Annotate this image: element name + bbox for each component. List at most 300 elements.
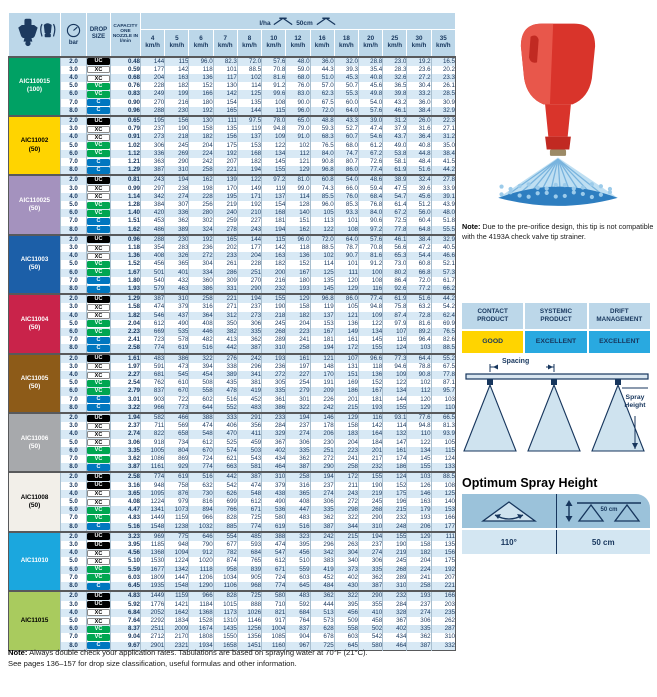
rate-cell: 310 bbox=[262, 344, 286, 353]
rate-cell: 307 bbox=[165, 201, 189, 209]
drop-size-cell bbox=[87, 430, 111, 438]
rate-cell: 118 bbox=[358, 363, 382, 371]
rate-cell: 386 bbox=[165, 354, 189, 363]
speed-header: 16 km/h bbox=[310, 30, 334, 57]
rate-cell: 68.0 bbox=[286, 74, 310, 82]
nozzle-label: AIC11010 bbox=[9, 532, 61, 591]
capacity-cell: 0.79 bbox=[111, 125, 141, 133]
capacity-cell: 4.08 bbox=[111, 498, 141, 506]
rate-row bbox=[9, 166, 456, 175]
pressure-cell: 6.0 bbox=[61, 387, 87, 395]
speed-header: 6 km/h bbox=[189, 30, 213, 57]
rate-cell: 274 bbox=[407, 609, 431, 617]
rate-cell: 228 bbox=[237, 260, 261, 268]
rate-cell: 1530 bbox=[141, 557, 165, 565]
rate-cell: 241 bbox=[334, 455, 358, 463]
rate-cell: 20.2 bbox=[431, 66, 455, 74]
drop-size-badge: XC bbox=[87, 490, 110, 497]
rate-cell: 177 bbox=[141, 66, 165, 74]
rate-cell: 194 bbox=[262, 226, 286, 235]
rate-cell: 591 bbox=[141, 363, 165, 371]
pressure-cell: 3.0 bbox=[61, 244, 87, 252]
rate-cell: 1185 bbox=[141, 541, 165, 549]
drop-size-cell bbox=[87, 90, 111, 98]
rate-cell: 27.1 bbox=[431, 125, 455, 133]
rate-cell: 168 bbox=[262, 209, 286, 217]
rate-cell: 178 bbox=[310, 422, 334, 430]
rate-cell: 593 bbox=[237, 541, 261, 549]
rate-cell: 94.6 bbox=[383, 363, 407, 371]
rate-row bbox=[9, 57, 456, 66]
rate-cell: 289 bbox=[383, 574, 407, 582]
rate-cell: 839 bbox=[237, 566, 261, 574]
rate-cell: 145 bbox=[262, 158, 286, 166]
rate-cell: 49.8 bbox=[358, 90, 382, 98]
drop-size-badge: XC bbox=[87, 550, 110, 557]
rate-cell: 381 bbox=[237, 379, 261, 387]
rate-cell: 54.2 bbox=[431, 303, 455, 311]
drop-size-cell bbox=[87, 387, 111, 395]
drop-size-badge: XC bbox=[87, 253, 110, 260]
rate-cell: 724 bbox=[262, 574, 286, 582]
rate-cell: 273 bbox=[141, 133, 165, 141]
rate-cell: 105 bbox=[431, 439, 455, 447]
rate-cell: 124 bbox=[431, 455, 455, 463]
rate-cell: 145 bbox=[310, 285, 334, 294]
rate-cell: 129 bbox=[286, 294, 310, 303]
rate-cell: 387 bbox=[286, 463, 310, 472]
rate-cell: 2292 bbox=[141, 617, 165, 625]
rate-row bbox=[9, 566, 456, 574]
rate-cell: 137 bbox=[310, 312, 334, 320]
rate-cell: 79.0 bbox=[286, 125, 310, 133]
rate-cell: 1256 bbox=[237, 625, 261, 633]
rate-cell: 1224 bbox=[141, 498, 165, 506]
pressure-cell: 2.0 bbox=[61, 294, 87, 303]
rate-cell: 40.8 bbox=[407, 142, 431, 150]
rate-cell: 446 bbox=[189, 328, 213, 336]
rate-cell: 152 bbox=[286, 260, 310, 268]
rate-cell: 64.0 bbox=[334, 107, 358, 116]
spacing-diagram bbox=[462, 356, 652, 474]
rate-cell: 619 bbox=[262, 523, 286, 532]
capacity-cell: 1.18 bbox=[111, 244, 141, 252]
rate-cell: 153 bbox=[237, 142, 261, 150]
rate-row bbox=[9, 447, 456, 455]
rate-cell: 99.6 bbox=[262, 90, 286, 98]
rate-cell: 502 bbox=[358, 625, 382, 633]
rate-cell: 435 bbox=[213, 379, 237, 387]
footer-line-2: See pages 136–157 for drop size classification, useful formulas and other information. bbox=[8, 658, 297, 668]
rate-cell: 190 bbox=[165, 125, 189, 133]
rate-row bbox=[9, 235, 456, 244]
rate-cell: 32.9 bbox=[431, 235, 455, 244]
rate-cell: 322 bbox=[334, 591, 358, 600]
nozzle-label: AIC110025 (50) bbox=[9, 175, 61, 234]
rate-cell: 434 bbox=[262, 455, 286, 463]
rate-cell: 23.6 bbox=[407, 66, 431, 74]
rate-cell: 968 bbox=[237, 582, 261, 591]
rate-cell: 430 bbox=[334, 582, 358, 591]
rate-cell: 45.3 bbox=[334, 74, 358, 82]
rate-cell: 140 bbox=[286, 209, 310, 217]
rate-cell: 1658 bbox=[213, 642, 237, 651]
nozzle-label: AIC11006 (50) bbox=[9, 413, 61, 472]
rate-cell: 109 bbox=[262, 133, 286, 141]
rate-cell: 1206 bbox=[189, 574, 213, 582]
rate-cell: 322 bbox=[189, 354, 213, 363]
rate-cell: 151 bbox=[334, 371, 358, 379]
rate-cell: 155 bbox=[383, 532, 407, 541]
rate-cell: 46.1 bbox=[383, 107, 407, 116]
note-text: Due to the pre-orifice design, this tip is not compatible with the 4193A check valve tip strainer. bbox=[462, 222, 654, 241]
rate-cell: 27.2 bbox=[407, 74, 431, 82]
drop-size-badge: XC bbox=[87, 134, 110, 141]
rate-cell: 192 bbox=[237, 201, 261, 209]
drop-size-cell bbox=[87, 379, 111, 387]
pressure-cell: 4.0 bbox=[61, 609, 87, 617]
rate-cell: 96.0 bbox=[286, 235, 310, 244]
pressure-cell: 4.0 bbox=[61, 549, 87, 557]
bar-label: bar bbox=[68, 39, 79, 46]
drop-size-cell bbox=[87, 557, 111, 565]
rate-cell: 582 bbox=[141, 413, 165, 422]
rate-cell: 158 bbox=[407, 541, 431, 549]
rate-cell: 158 bbox=[286, 303, 310, 311]
rate-row bbox=[9, 116, 456, 125]
rate-cell: 74.7 bbox=[334, 150, 358, 158]
rate-cell: 59.4 bbox=[358, 185, 382, 193]
rate-cell: 32.0 bbox=[334, 57, 358, 66]
drop-size-cell bbox=[87, 514, 111, 522]
rate-cell: 107 bbox=[383, 328, 407, 336]
speed-header: 18 km/h bbox=[334, 30, 358, 57]
rate-cell: 194 bbox=[237, 166, 261, 175]
rate-cell: 245 bbox=[262, 320, 286, 328]
rate-cell: 105 bbox=[334, 303, 358, 311]
rate-cell: 273 bbox=[237, 312, 261, 320]
rate-cell: 774 bbox=[141, 472, 165, 481]
rate-cell: 122 bbox=[262, 142, 286, 150]
rate-cell: 193 bbox=[358, 404, 382, 413]
rate-cell: 182 bbox=[165, 82, 189, 90]
rate-cell: 120 bbox=[334, 277, 358, 285]
rate-cell: 579 bbox=[141, 285, 165, 294]
rate-cell: 149 bbox=[334, 328, 358, 336]
rate-cell: 39.6 bbox=[407, 185, 431, 193]
rate-cell: 228 bbox=[189, 193, 213, 201]
rate-cell: 194 bbox=[165, 175, 189, 184]
rate-cell: 192 bbox=[213, 150, 237, 158]
drop-size-cell bbox=[87, 303, 111, 311]
rate-cell: 53.8 bbox=[383, 150, 407, 158]
rate-cell: 268 bbox=[383, 566, 407, 574]
rate-cell: 136 bbox=[334, 320, 358, 328]
rate-cell: 1342 bbox=[165, 566, 189, 574]
rate-cell: 272 bbox=[334, 498, 358, 506]
rate-cell: 758 bbox=[165, 482, 189, 490]
drop-size-badge: VC bbox=[87, 150, 110, 157]
rate-cell: 43.9 bbox=[431, 201, 455, 209]
rate-cell: 344 bbox=[334, 523, 358, 532]
rate-cell: 142 bbox=[262, 244, 286, 252]
rate-cell: 316 bbox=[189, 303, 213, 311]
rate-cell: 57.3 bbox=[431, 269, 455, 277]
nozzle-label: AIC11015 bbox=[9, 591, 61, 650]
rate-cell: 2009 bbox=[165, 625, 189, 633]
capacity-cell: 2.79 bbox=[111, 387, 141, 395]
rate-cell: 221 bbox=[213, 166, 237, 175]
rate-cell: 55.3 bbox=[334, 90, 358, 98]
rate-cell: 442 bbox=[213, 472, 237, 481]
rate-cell: 483 bbox=[286, 514, 310, 522]
rate-cell: 209 bbox=[310, 387, 334, 395]
rate-cell: 442 bbox=[213, 344, 237, 353]
rate-cell: 237 bbox=[237, 303, 261, 311]
rate-cell: 298 bbox=[334, 506, 358, 514]
rate-cell: 140 bbox=[431, 498, 455, 506]
pressure-cell: 4.0 bbox=[61, 74, 87, 82]
pressure-cell: 5.0 bbox=[61, 142, 87, 150]
rate-cell: 86.0 bbox=[334, 166, 358, 175]
rate-cell: 88.5 bbox=[237, 66, 261, 74]
rate-cell: 105 bbox=[310, 209, 334, 217]
rate-cell: 182 bbox=[286, 312, 310, 320]
rate-cell: 1005 bbox=[141, 447, 165, 455]
rate-cell: 645 bbox=[286, 582, 310, 591]
rate-cell: 262 bbox=[431, 617, 455, 625]
rate-cell: 168 bbox=[237, 150, 261, 158]
capacity-cell: 5.92 bbox=[111, 601, 141, 609]
rate-cell: 482 bbox=[189, 336, 213, 344]
rate-cell: 64.8 bbox=[407, 226, 431, 235]
rate-cell: 917 bbox=[262, 617, 286, 625]
rate-row bbox=[9, 175, 456, 184]
rate-cell: 389 bbox=[213, 371, 237, 379]
rate-cell: 454 bbox=[189, 371, 213, 379]
rate-cell: 44.2 bbox=[431, 166, 455, 175]
rate-cell: 151 bbox=[286, 217, 310, 225]
rate-row bbox=[9, 523, 456, 532]
capacity-cell: 5.10 bbox=[111, 557, 141, 565]
pressure-cell: 7.0 bbox=[61, 217, 87, 225]
pressure-cell: 8.0 bbox=[61, 523, 87, 532]
rate-cell: 573 bbox=[310, 617, 334, 625]
rate-cell: 646 bbox=[189, 532, 213, 541]
rate-cell: 92.6 bbox=[383, 285, 407, 294]
rate-cell: 197 bbox=[286, 363, 310, 371]
rate-cell: 322 bbox=[334, 514, 358, 522]
drop-size-badge: VC bbox=[87, 261, 110, 268]
rate-cell: 155 bbox=[262, 166, 286, 175]
capacity-cell: 9.67 bbox=[111, 642, 141, 651]
drop-size-badge: VC bbox=[87, 574, 110, 581]
drop-size-badge: UC bbox=[87, 296, 110, 303]
rate-row bbox=[9, 142, 456, 150]
rate-cell: 1290 bbox=[189, 582, 213, 591]
drop-size-cell bbox=[87, 175, 111, 184]
rate-cell: 193 bbox=[407, 514, 431, 522]
rate-cell: 828 bbox=[213, 514, 237, 522]
rate-cell: 16.5 bbox=[431, 57, 455, 66]
rate-cell: 310 bbox=[165, 166, 189, 175]
rate-cell: 678 bbox=[310, 633, 334, 641]
drop-size-badge: VC bbox=[87, 329, 110, 336]
rate-cell: 218 bbox=[262, 312, 286, 320]
rate-cell: 274 bbox=[310, 490, 334, 498]
drop-size-cell bbox=[87, 404, 111, 413]
rate-cell: 51.2 bbox=[407, 201, 431, 209]
rate-cell: 278 bbox=[213, 226, 237, 235]
rate-cell: 43.3 bbox=[334, 116, 358, 125]
drop-size-cell bbox=[87, 82, 111, 90]
rate-cell: 310 bbox=[262, 472, 286, 481]
rate-cell: 362 bbox=[358, 574, 382, 582]
drop-size-cell bbox=[87, 582, 111, 591]
capacity-cell: 1.51 bbox=[111, 217, 141, 225]
rate-cell: 236 bbox=[262, 363, 286, 371]
rate-cell: 64.0 bbox=[334, 235, 358, 244]
rate-cell: 341 bbox=[237, 371, 261, 379]
rate-cell: 272 bbox=[262, 371, 286, 379]
rate-cell: 612 bbox=[262, 557, 286, 565]
rate-cell: 1550 bbox=[213, 633, 237, 641]
rate-cell: 193 bbox=[407, 591, 431, 600]
rate-cell: 765 bbox=[237, 557, 261, 565]
rate-cell: 96.0 bbox=[310, 201, 334, 209]
rate-cell: 310 bbox=[431, 633, 455, 641]
rate-cell: 242 bbox=[237, 354, 261, 363]
rate-cell: 51.6 bbox=[407, 294, 431, 303]
rate-cell: 464 bbox=[262, 463, 286, 472]
rate-cell: 490 bbox=[165, 320, 189, 328]
rate-cell: 363 bbox=[141, 158, 165, 166]
rate-cell: 60.8 bbox=[310, 175, 334, 184]
rate-cell: 386 bbox=[262, 404, 286, 413]
rate-cell: 36.4 bbox=[407, 133, 431, 141]
rate-cell: 967 bbox=[286, 642, 310, 651]
drop-size-badge: UC bbox=[87, 236, 110, 243]
rate-cell: 224 bbox=[407, 566, 431, 574]
rate-cell: 45.6 bbox=[407, 193, 431, 201]
rate-cell: 671 bbox=[237, 506, 261, 514]
rate-cell: 28.5 bbox=[431, 90, 455, 98]
rate-row bbox=[9, 90, 456, 98]
rate-cell: 362 bbox=[310, 591, 334, 600]
rate-cell: 387 bbox=[310, 523, 334, 532]
rate-row bbox=[9, 150, 456, 158]
drop-size-cell bbox=[87, 455, 111, 463]
rate-cell: 237 bbox=[358, 541, 382, 549]
drop-size-cell bbox=[87, 294, 111, 303]
drop-size-cell bbox=[87, 439, 111, 447]
rate-cell: 177 bbox=[431, 523, 455, 532]
rate-cell: 181 bbox=[262, 217, 286, 225]
drop-size-badge: C bbox=[87, 583, 110, 590]
rate-cell: 122 bbox=[407, 439, 431, 447]
capacity-cell: 3.87 bbox=[111, 463, 141, 472]
rate-cell: 227 bbox=[237, 217, 261, 225]
rate-cell: 335 bbox=[407, 625, 431, 633]
rate-cell: 84.0 bbox=[358, 209, 382, 217]
capacity-cell: 1.80 bbox=[111, 277, 141, 285]
rate-row bbox=[9, 74, 456, 82]
rate-cell: 215 bbox=[334, 404, 358, 413]
rate-cell: 192 bbox=[189, 107, 213, 116]
capacity-cell: 6.84 bbox=[111, 609, 141, 617]
rate-cell: 119 bbox=[237, 125, 261, 133]
rate-cell: 56.6 bbox=[383, 244, 407, 252]
rate-cell: 373 bbox=[334, 566, 358, 574]
rate-row bbox=[9, 99, 456, 107]
rate-cell: 109 bbox=[358, 312, 382, 320]
rate-cell: 869 bbox=[165, 455, 189, 463]
drop-size-badge: UC bbox=[87, 415, 110, 422]
pressure-cell: 3.0 bbox=[61, 541, 87, 549]
pressure-cell: 6.0 bbox=[61, 90, 87, 98]
rate-cell: 196 bbox=[383, 498, 407, 506]
rate-cell: 470 bbox=[213, 430, 237, 438]
rate-cell: 65.3 bbox=[383, 252, 407, 260]
rate-cell: 207 bbox=[213, 158, 237, 166]
drop-size-cell bbox=[87, 217, 111, 225]
rate-row bbox=[9, 226, 456, 235]
drop-size-cell bbox=[87, 226, 111, 235]
rate-cell: 120 bbox=[407, 396, 431, 404]
rate-cell: 402 bbox=[334, 574, 358, 582]
capacity-cell: 1.28 bbox=[111, 201, 141, 209]
rate-cell: 54.6 bbox=[358, 133, 382, 141]
pressure-cell: 8.0 bbox=[61, 582, 87, 591]
rate-cell: 48.6 bbox=[358, 175, 382, 184]
rate-cell: 681 bbox=[141, 371, 165, 379]
rate-cell: 876 bbox=[165, 490, 189, 498]
rate-cell: 48.4 bbox=[407, 158, 431, 166]
rate-cell: 38.4 bbox=[431, 150, 455, 158]
rate-cell: 85.5 bbox=[310, 193, 334, 201]
rate-cell: 362 bbox=[407, 633, 431, 641]
rate-cell: 1004 bbox=[262, 625, 286, 633]
rate-cell: 324 bbox=[189, 226, 213, 235]
rate-cell: 463 bbox=[165, 285, 189, 294]
rate-cell: 39.3 bbox=[334, 66, 358, 74]
rate-cell: 75.8 bbox=[383, 303, 407, 311]
rate-cell: 77.4 bbox=[358, 294, 382, 303]
rate-cell: 61.4 bbox=[383, 201, 407, 209]
pressure-column-header bbox=[61, 13, 87, 57]
rate-cell: 464 bbox=[383, 642, 407, 651]
rate-cell: 51.8 bbox=[431, 217, 455, 225]
capacity-cell: 2.74 bbox=[111, 430, 141, 438]
rate-cell: 194 bbox=[310, 472, 334, 481]
rate-cell: 350 bbox=[213, 320, 237, 328]
rate-cell: 38.4 bbox=[407, 107, 431, 116]
rate-cell: 169 bbox=[334, 379, 358, 387]
rate-cell: 81.6 bbox=[407, 320, 431, 328]
rate-cell: 144 bbox=[237, 235, 261, 244]
drift-management-header: DRIFT MANAGEMENT bbox=[589, 303, 650, 329]
rate-cell: 766 bbox=[213, 506, 237, 514]
capacity-cell: 1.02 bbox=[111, 142, 141, 150]
rate-row bbox=[9, 482, 456, 490]
drop-size-cell bbox=[87, 609, 111, 617]
pressure-cell: 3.0 bbox=[61, 482, 87, 490]
rate-cell: 632 bbox=[189, 482, 213, 490]
capacity-cell: 3.35 bbox=[111, 447, 141, 455]
pressure-cell: 8.0 bbox=[61, 404, 87, 413]
pressure-cell: 5.0 bbox=[61, 498, 87, 506]
capacity-cell: 3.06 bbox=[111, 439, 141, 447]
